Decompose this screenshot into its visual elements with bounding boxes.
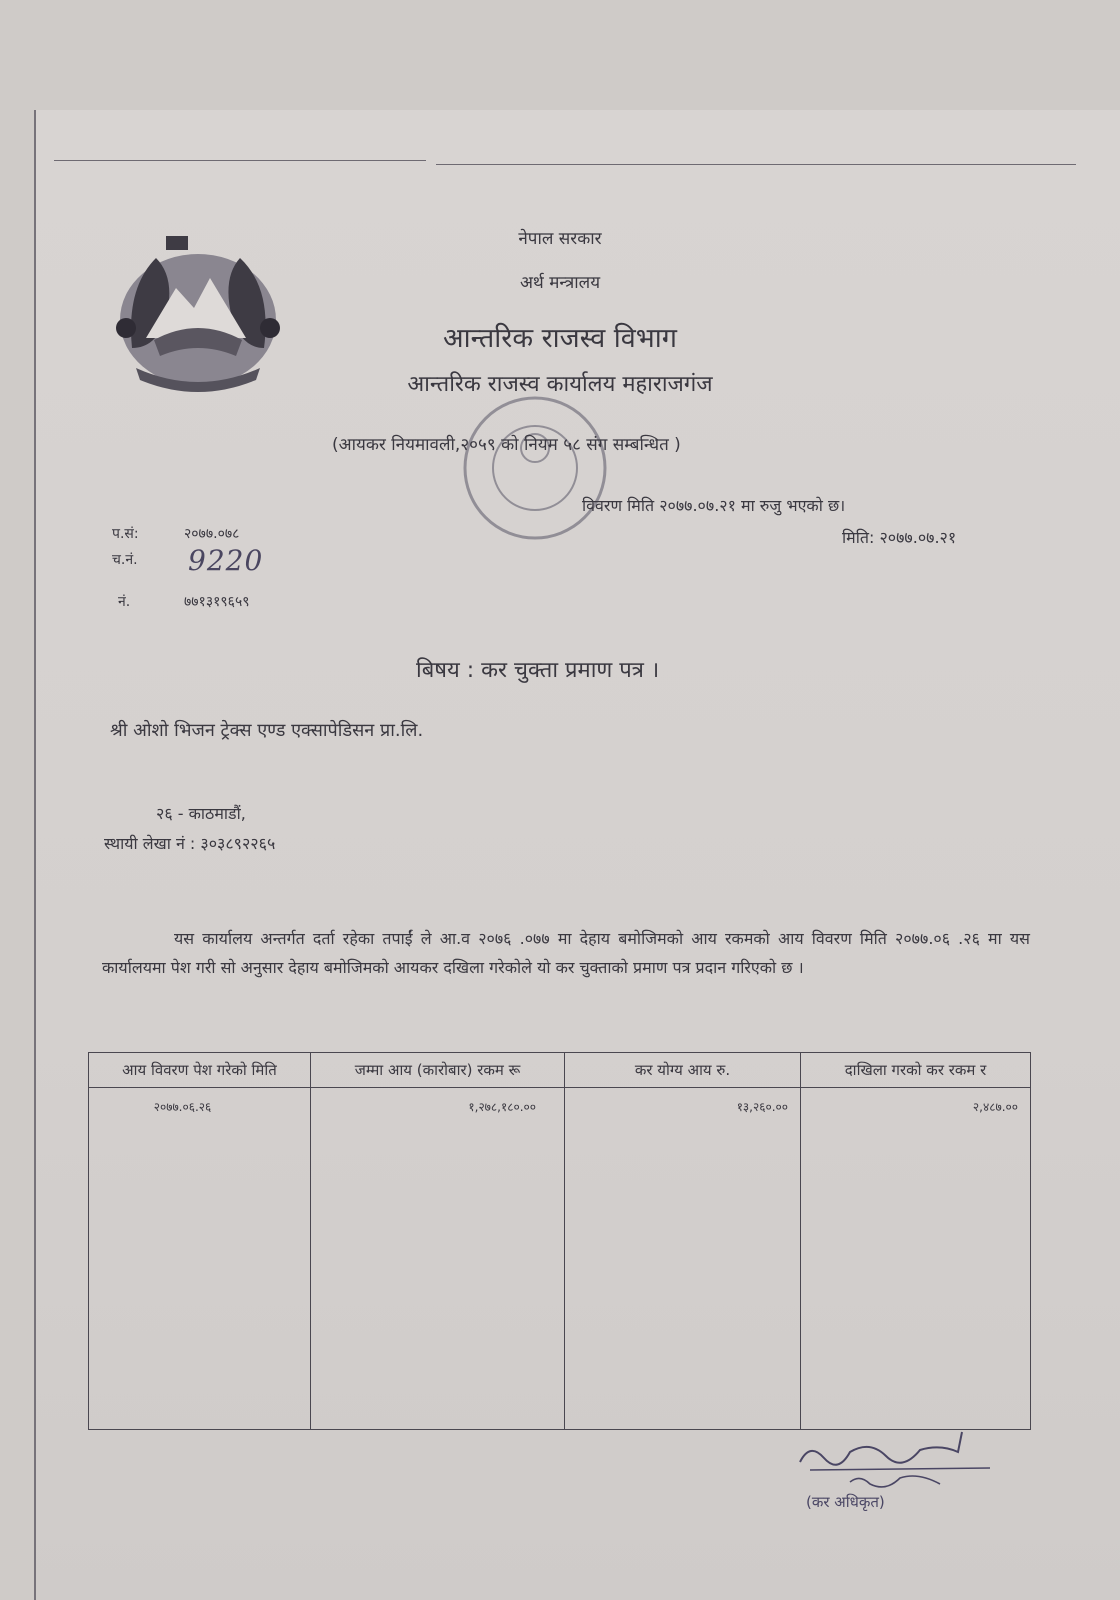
filing-note: विवरण मिति २०७७.०७.२१ मा रुजु भएको छ। xyxy=(582,496,846,515)
office-heading: आन्तरिक राजस्व कार्यालय महाराजगंज xyxy=(407,372,713,397)
table-cell: १,२७८,१८०.०० xyxy=(311,1088,565,1430)
column-header: आय विवरण पेश गरेको मिति xyxy=(89,1053,311,1088)
issue-date: मिति: २०७७.०७.२१ xyxy=(842,528,957,547)
department-heading: आन्तरिक राजस्व विभाग xyxy=(442,323,677,354)
chn-handwritten-value: 9220 xyxy=(188,544,264,577)
rule-reference: (आयकर नियमावली,२०५९ को नियम ५८ संग सम्बन्धित ) xyxy=(332,435,681,455)
column-header: दाखिला गरको कर रकम र xyxy=(801,1053,1031,1088)
certificate-body: यस कार्यालय अन्तर्गत दर्ता रहेका तपाईं ले आ.व २०७६ .०७७ मा देहाय बमोजिमको आय रकमको आय विवरण मिति २०७७.०६ .२६ मा यस कार्यालयमा पेश गरी सो अनुसार देहाय बमोजिमको आयकर दखिला गरेकोले यो कर चुक्ताको प्रमाण पत्र प्रदान गरिएको छ । xyxy=(102,929,1030,977)
subject-line: बिषय : कर चुक्ता प्रमाण पत्र । xyxy=(416,658,660,683)
column-header: जम्मा आय (कारोबार) रकम रू xyxy=(311,1053,565,1088)
officer-title: (कर अधिकृत) xyxy=(806,1493,885,1511)
government-heading: नेपाल सरकार xyxy=(518,229,602,249)
recipient-pan: स्थायी लेखा नं : ३०३८९२२६५ xyxy=(104,834,276,853)
table-row xyxy=(89,1088,1031,1430)
ps-value: २०७७.०७८ xyxy=(184,526,240,542)
column-header: कर योग्य आय रु. xyxy=(565,1053,801,1088)
ps-label: प.सं: xyxy=(112,526,139,542)
ministry-heading: अर्थ मन्त्रालय xyxy=(519,273,601,293)
no-value: ७७१३१९६५९ xyxy=(184,594,250,610)
table-header-row xyxy=(89,1053,1031,1088)
recipient-name: श्री ओशो भिजन ट्रेक्स एण्ड एक्सापेडिसन प्रा.लि. xyxy=(110,720,424,741)
tax-table xyxy=(88,1052,1031,1430)
no-label: नं. xyxy=(118,594,131,610)
recipient-address: २६ - काठमाडौं, xyxy=(156,804,246,823)
chn-label: च.नं. xyxy=(112,552,138,568)
table-cell: २०७७.०६.२६ xyxy=(89,1088,311,1430)
header-rule-right xyxy=(436,164,1076,165)
table-cell: २,४८७.०० xyxy=(801,1088,1031,1430)
office-seal-stamp xyxy=(450,388,620,548)
table-cell: १३,२६०.०० xyxy=(565,1088,801,1430)
nepal-emblem-icon xyxy=(106,228,290,394)
header-rule-left xyxy=(54,160,426,161)
